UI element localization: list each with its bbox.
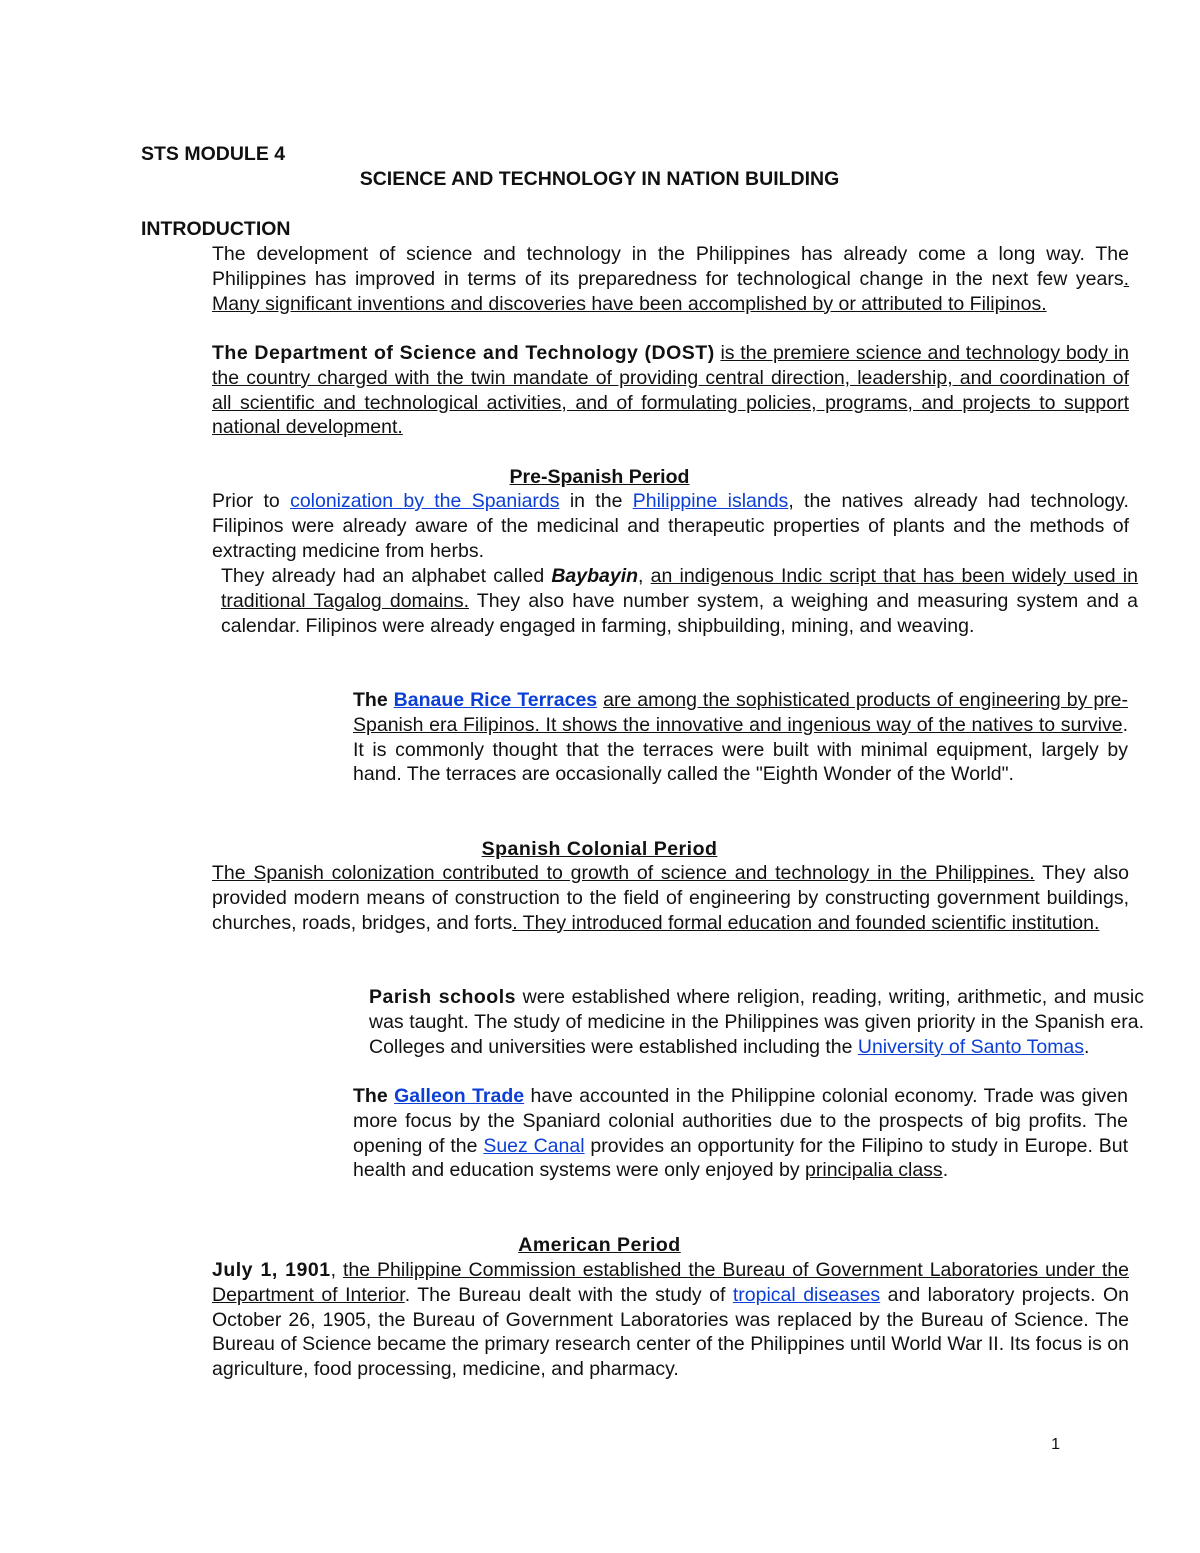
spanish-heading: [141, 837, 1058, 861]
rice-terraces-text: . It is commonly thought that the terraces were built with minimal equipment, largely by hand. The terraces are occasionally called the "Eighth Wonder of the World".: [353, 713, 1128, 786]
galleon-text-a: have accounted in the Philippine colonial economy. Trade was given more focus by the Spaniard colonial authorities due to the prospects of big profits. The opening of the: [353, 1085, 1128, 1157]
philippine-islands-link[interactable]: Philippine islands: [632, 490, 789, 512]
galleon-text-b: provides an opportunity for the Filipino to study in Europe. But health and education systems were only enjoyed by: [353, 1134, 1128, 1182]
rice-terraces-the: The: [353, 689, 388, 711]
spanish-p1-text: They also provided modern means of construction to the field of engineering by constructing government buildings, churches, roads, bridges, and forts: [212, 862, 1129, 934]
intro-p1-text: The development of science and technology in the Philippines has already come a long way. The Philippines has improved in terms of its preparedness for technological change in the next few years: [212, 243, 1129, 290]
intro-paragraph-1: [141, 242, 1129, 316]
pre-spanish-paragraph-1: [141, 489, 1129, 563]
american-comma: ,: [330, 1259, 343, 1281]
parish-schools-end: .: [1084, 1035, 1090, 1058]
pre-spanish-p1-text-c: , the natives already had technology. Filipinos were already aware of the medicinal and therapeutic properties of plants and the methods of extracting medicine from herbs.: [212, 490, 1129, 562]
parish-schools-term: Parish schools: [369, 986, 516, 1008]
rice-terraces-paragraph: [283, 688, 1128, 787]
dost-name: The Department of Science and Technology (DOST): [212, 342, 715, 364]
parish-schools-text: were established where religion, reading, writing, arithmetic, and music was taught. The study of medicine in the Philippines was given priority in the Spanish era. Colleges and universities were established including the: [369, 986, 1144, 1058]
baybayin-description: an indigenous Indic script that has been widely used in traditional Tagalog domains.: [221, 565, 1138, 612]
baybayin-term: Baybayin: [551, 565, 639, 587]
parish-schools-paragraph: [283, 985, 1144, 1059]
pre-spanish-p1-text-a: Prior to: [212, 490, 291, 512]
intro-heading: INTRODUCTION: [141, 218, 291, 240]
galleon-the: The: [353, 1085, 388, 1107]
page-number: 1: [1051, 1436, 1060, 1453]
galleon-trade-paragraph: [283, 1084, 1128, 1183]
tropical-diseases-link[interactable]: tropical diseases: [732, 1283, 881, 1306]
american-underlined: the Philippine Commission established the Bureau of Government Laboratories under the Department of Interior: [212, 1259, 1129, 1306]
spanish-p1-underlined-a: The Spanish colonization contributed to growth of science and technology in the Philippines.: [212, 862, 1035, 884]
galleon-end: .: [942, 1159, 949, 1182]
pre-spanish-paragraph-2: [141, 564, 1138, 638]
intro-p1-underlined: . Many significant inventions and discoveries have been accomplished by or attributed to Filipinos.: [212, 267, 1129, 315]
principalia-class: principalia class: [805, 1159, 943, 1182]
american-text-c: and laboratory projects. On October 26, 1905, the Bureau of Government Laboratories was replaced by the Bureau of Science. The Bureau of Science became the primary research center of the Philippines until World War II. Its focus is on agriculture, food processing, medicine, and pharmacy.: [212, 1283, 1129, 1381]
american-date: July 1, 1901: [212, 1259, 331, 1281]
pre-spanish-heading: [141, 465, 1058, 489]
pre-spanish-p1-text-b: in the: [559, 490, 633, 512]
dost-description: is the premiere science and technology body in the country charged with the twin mandate of providing central direction, leadership, and coordination of all scientific and technological activities, and of formulating policies, programs, and projects to support national development.: [212, 342, 1129, 439]
american-heading-text: American Period: [518, 1234, 681, 1256]
american-paragraph: [141, 1258, 1129, 1382]
spanish-paragraph-1: [141, 861, 1129, 935]
intro-paragraph-2: [141, 341, 1129, 440]
american-text-a: . The Bureau dealt with the study of: [404, 1283, 733, 1306]
pre-spanish-heading-text: Pre-Spanish Period: [509, 466, 690, 488]
banaue-rice-terraces-link[interactable]: Banaue Rice Terraces: [393, 689, 598, 711]
galleon-trade-link[interactable]: Galleon Trade: [394, 1085, 525, 1107]
rice-terraces-underlined: are among the sophisticated products of engineering by pre-Spanish era Filipinos. It shows the innovative and ingenious way of the natives to survive: [353, 689, 1129, 736]
suez-canal-link[interactable]: Suez Canal: [483, 1134, 585, 1157]
pre-spanish-p2-comma: ,: [638, 565, 651, 587]
pre-spanish-p2-text-c: They also have number system, a weighing and measuring system and a calendar. Filipinos were already engaged in farming, shipbuilding, mining, and weaving.: [221, 589, 1138, 637]
pre-spanish-p2-text-a: They already had an alphabet called: [221, 565, 552, 587]
document-title: SCIENCE AND TECHNOLOGY IN NATION BUILDING: [359, 168, 840, 190]
spanish-p1-underlined-b: . They introduced formal education and founded scientific institution.: [512, 911, 1100, 934]
ust-link[interactable]: University of Santo Tomas: [857, 1035, 1085, 1058]
module-label: STS MODULE 4: [141, 143, 286, 165]
spanish-heading-text: Spanish Colonial Period: [481, 838, 718, 860]
american-heading: [141, 1233, 1058, 1257]
colonization-link[interactable]: colonization by the Spaniards: [290, 490, 560, 512]
